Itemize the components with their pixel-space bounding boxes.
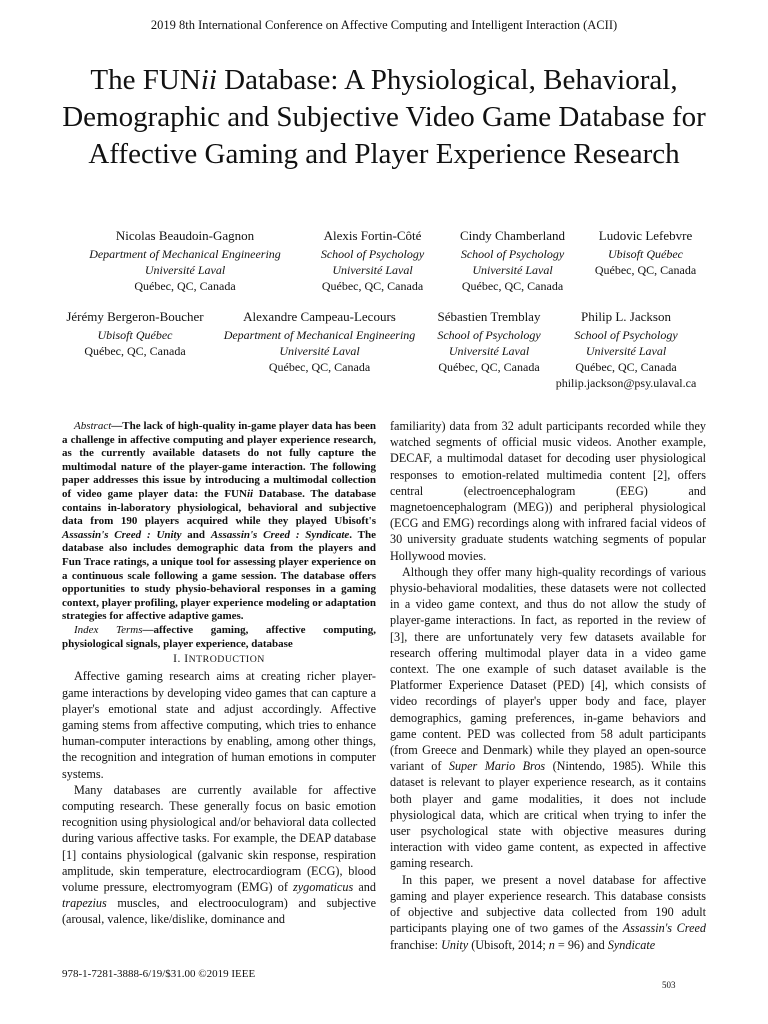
text: Although they offer many high-quality recordings of various physio-behavioral modalities, these datasets were not collected in a video game context, and thus do not allow the study of player-game interactions. In fact, as reported in the review of [3], there are unfortunately very few datasets available for research offering multimodal player data in a video game context. The one example of such dataset available is the Platformer Experience Dataset (PED) [4], which consists of video recordings of player's upper body and face, player demographics, gaming preferences, in-game behaviors and game content. PED was collected from 58 adult participants (from Greece and Denmark) while they played an open-source variant of xyxy=(390,564,706,774)
author-inst: Université Laval xyxy=(144,263,226,277)
abstract xyxy=(62,420,376,624)
title-italic: ii xyxy=(200,64,217,96)
index-terms-label: Index Terms xyxy=(74,623,143,636)
paper-title xyxy=(40,62,728,173)
index-terms xyxy=(62,624,376,651)
section-number: I. xyxy=(173,653,185,666)
author-dept: School of Psychology xyxy=(460,247,565,261)
author-place: Québec, QC, Canada xyxy=(461,279,564,293)
game-title: Assassin's Creed : Unity xyxy=(62,528,182,541)
author-dept: Ubisoft Québec xyxy=(608,247,683,261)
footer-copyright: 978-1-7281-3888-6/19/$31.00 ©2019 IEEE xyxy=(62,968,256,980)
game-title: Assassin's Creed : Syndicate xyxy=(210,528,350,541)
abstract-text: and xyxy=(181,528,211,541)
author-place: Québec, QC, Canada xyxy=(438,360,540,374)
author-name: Nicolas Beaudoin-Gagnon xyxy=(115,228,255,243)
text-italic: zygomaticus xyxy=(293,879,354,894)
title-part1: The FUN xyxy=(90,64,201,96)
author-inst: Université Laval xyxy=(448,344,530,358)
right-column xyxy=(390,418,706,953)
author-name: Cindy Chamberland xyxy=(459,228,566,243)
section-rest: NTRODUCTION xyxy=(188,654,265,666)
author-1 xyxy=(70,228,300,294)
author-5 xyxy=(55,309,215,359)
text: (Nintendo, 1985). While this dataset is relevant to player experience research, as it contains both player and game modalities, it does not include physiological data, which are critical when trying to infer the user psychological state with objective measures during interaction with video game content, as expected in affective gaming research. xyxy=(390,759,706,871)
text: (Ubisoft, 2014; xyxy=(468,937,549,952)
author-place: Québec, QC, Canada xyxy=(575,360,677,374)
conference-header: 2019 8th International Conference on Affective Computing and Intelligent Interaction (ACII) xyxy=(150,18,618,32)
text: = 96) and xyxy=(554,937,608,952)
author-inst: Université Laval xyxy=(332,263,413,277)
left-column xyxy=(62,420,376,928)
paragraph: Affective gaming research aims at creating richer player-game interactions by developing video games that can capture a player's emotional state and adjust accordingly. Affective gaming stems from affective computing, which tries to enhance human-computer interactions by enabling, among other things, the recognition and integration of human emotions in computer systems. xyxy=(62,669,376,781)
abstract-text: . The database also includes demographic data from the players and Fun Trace ratings, a unique tool for assessing player experience on a continuous scale following a game session. The database offers opportunities to study physio-behavioral responses in a gaming context, player profiling, player experience modeling or adaptation strategies for affective adaptive games. xyxy=(62,528,376,623)
author-place: Québec, QC, Canada xyxy=(84,344,186,358)
text-italic: trapezius xyxy=(62,896,107,911)
author-dept: School of Psychology xyxy=(574,328,678,342)
author-2 xyxy=(305,228,440,294)
author-8 xyxy=(545,309,707,391)
text: muscles, and electrooculogram) and subjective (arousal, valence, like/dislike, dominance and xyxy=(62,896,376,927)
author-name: Jérémy Bergeron-Boucher xyxy=(66,309,204,324)
author-name: Philip L. Jackson xyxy=(581,309,671,324)
paragraph: familiarity) data from 32 adult participants recorded while they watched segments of official music videos. Another example, DECAF, a multimodal dataset for decoding user physiological responses to emotion-related multimedia content [2], offers central (electroencephalogram (EEG) and magnetoencephalogram (MEG)) and peripheral physiological (ECG and EMG) recordings along with infrared facial videos of 30 university graduate students watching segments of popular Hollywood movies. xyxy=(390,419,706,563)
author-6 xyxy=(212,309,427,375)
abstract-text: Database. The database contains in-laboratory physiological, behavioral and subjective data from 190 players acquired while they played Ubisoft's xyxy=(62,487,377,528)
abstract-italic: ii xyxy=(246,487,254,500)
author-inst: Université Laval xyxy=(585,344,667,358)
index-terms-text: —affective gaming, affective computing, physiological signals, player experience, database xyxy=(62,623,376,650)
text: franchise: xyxy=(390,937,442,952)
author-inst: Université Laval xyxy=(279,344,360,358)
author-7 xyxy=(425,309,553,375)
author-3 xyxy=(445,228,580,294)
paragraph xyxy=(62,782,376,928)
paragraph xyxy=(390,872,706,953)
author-dept: Ubisoft Québec xyxy=(97,328,173,342)
abstract-label: Abstract xyxy=(74,420,112,432)
author-name: Alexis Fortin-Côté xyxy=(323,228,422,243)
author-dept: School of Psychology xyxy=(320,247,425,261)
section-initial: I xyxy=(184,653,189,666)
text: Many databases are currently available for affective computing research. These generally focus on basic emotion recognition using physiological and/or behavioral data collected during various affective tasks. For example, the DEAP database [1] contains physiological (galvanic skin response, respiration amplitude, skin temperature, electrocardiogram (ECG), blood volume pressure, electromyogram (EMG) of xyxy=(62,782,376,894)
text-italic: Syndicate xyxy=(607,937,656,952)
author-place: Québec, QC, Canada xyxy=(321,279,424,293)
author-inst: Université Laval xyxy=(472,263,553,277)
paragraph xyxy=(390,564,706,872)
text-italic: Unity xyxy=(441,937,469,952)
author-dept: Department of Mechanical Engineering xyxy=(223,328,416,342)
author-name: Sébastien Tremblay xyxy=(437,309,541,324)
text: and xyxy=(353,879,376,894)
text-italic: Assassin's Creed xyxy=(622,921,707,936)
author-name: Ludovic Lefebvre xyxy=(598,228,693,243)
author-place: Québec, QC, Canada xyxy=(134,279,236,293)
author-place: Québec, QC, Canada xyxy=(268,360,371,374)
text-italic: n xyxy=(548,937,555,952)
section-heading-introduction xyxy=(62,651,376,668)
text-italic: Super Mario Bros xyxy=(448,759,546,774)
abstract-text: —The lack of high-quality in-game player data has been a challenge in affective computing and player experience research, as the currently available datasets do not fully capture the multimodal nature of the player-game interaction. The following paper addresses this issue by introducing a multimodal collection of video game player data: the FUN xyxy=(62,420,376,500)
author-place: Québec, QC, Canada xyxy=(594,263,697,277)
author-dept: School of Psychology xyxy=(437,328,541,342)
author-email[interactable]: philip.jackson@psy.ulaval.ca xyxy=(555,376,697,390)
text: In this paper, we present a novel database for affective gaming and player experience research. This database consists of objective and subjective data collected from 190 adult participants playing one of two games of the xyxy=(390,872,706,936)
author-4 xyxy=(583,228,708,278)
author-name: Alexandre Campeau-Lecours xyxy=(243,309,396,324)
author-dept: Department of Mechanical Engineering xyxy=(89,247,281,261)
page-number: 503 xyxy=(662,980,676,990)
title-part2: Database: A Physiological, Behavioral, Demographic and Subjective Video Game Database for Affective Gaming and Player Experience Research xyxy=(62,64,706,170)
